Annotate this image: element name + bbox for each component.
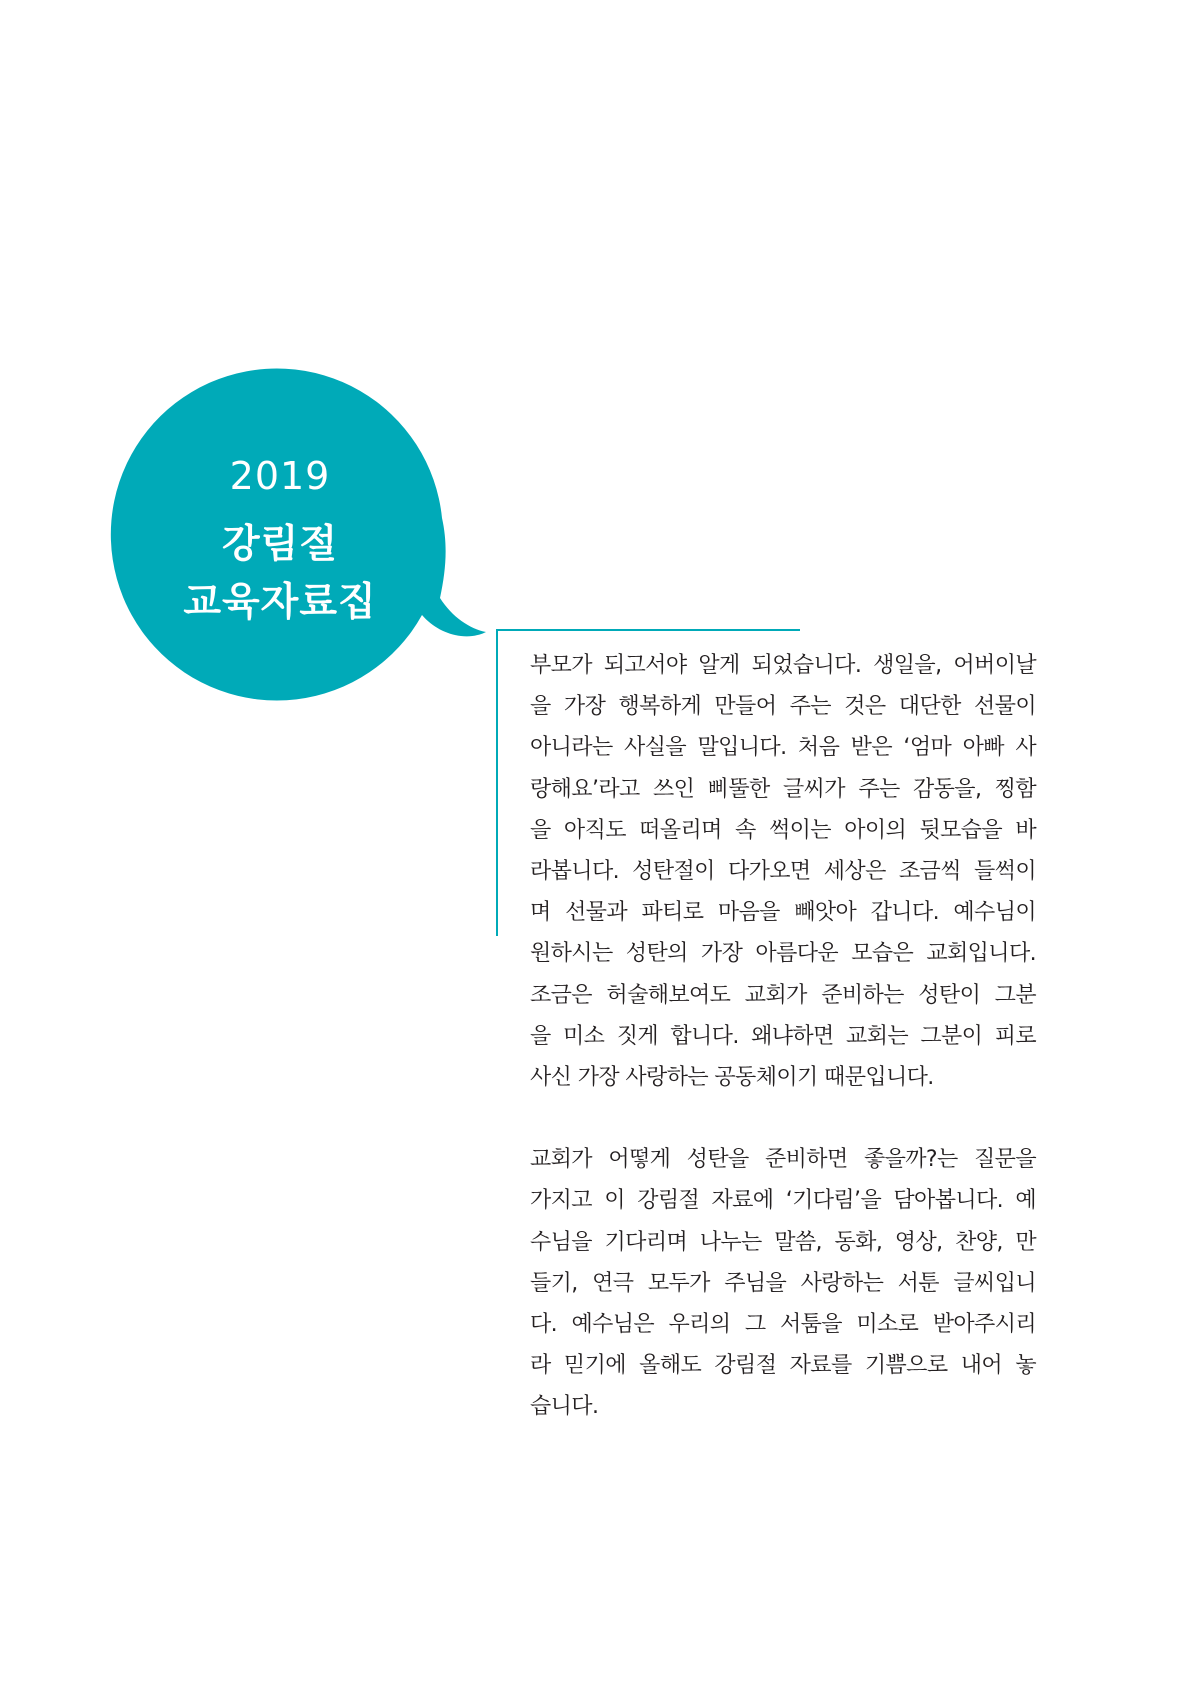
cover-title-line-2: 교육자료집 — [183, 580, 377, 625]
paragraph-2-line: 가지고 이 강림절 자료에 ‘기다림’을 담아봅니다. 예 — [530, 1188, 1036, 1214]
paragraph-1-line: 을 아직도 떠올리며 속 썩이는 아이의 뒷모습을 바 — [530, 817, 1036, 843]
paragraph-2-line: 교회가 어떻게 성탄을 준비하면 좋을까?는 질문을 — [530, 1147, 1036, 1173]
paragraph-1-line: 아니라는 사실을 말입니다. 처음 받은 ‘엄마 아빠 사 — [530, 735, 1036, 761]
paragraph-1-line: 라봅니다. 성탄절이 다가오면 세상은 조금씩 들썩이 — [530, 859, 1036, 885]
paragraph-2-line: 습니다. — [530, 1394, 599, 1420]
paragraph-2 — [530, 1139, 1036, 1427]
paragraph-1-line: 며 선물과 파티로 마음을 빼앗아 갑니다. 예수님이 — [530, 900, 1036, 926]
paragraph-1-line: 원하시는 성탄의 가장 아름다운 모습은 교회입니다. — [530, 941, 1036, 967]
cover-title-line-1: 강림절 — [221, 522, 339, 567]
paragraph-1-line: 사신 가장 사랑하는 공동체이기 때문입니다. — [530, 1065, 934, 1091]
paragraph-2-line: 수님을 기다리며 나누는 말씀, 동화, 영상, 찬양, 만 — [530, 1229, 1036, 1255]
paragraph-2-line: 들기, 연극 모두가 주님을 사랑하는 서툰 글씨입니 — [530, 1270, 1036, 1296]
paragraph-1-line: 을 미소 짓게 합니다. 왜냐하면 교회는 그분이 피로 — [530, 1023, 1036, 1049]
paragraph-1-line: 조금은 허술해보여도 교회가 준비하는 성탄이 그분 — [530, 982, 1036, 1008]
cover-year: 2019 — [229, 454, 331, 498]
paragraph-1-line: 부모가 되고서야 알게 되었습니다. 생일을, 어버이날 — [530, 653, 1036, 678]
paragraph-2-line: 라 믿기에 올해도 강림절 자료를 기쁨으로 내어 놓 — [530, 1353, 1036, 1379]
paragraph-1-line: 랑해요’라고 쓰인 삐뚤한 글씨가 주는 감동을, 찡함 — [530, 776, 1036, 802]
paragraph-spacer — [530, 1098, 1036, 1139]
cover-title-block — [115, 450, 445, 632]
body-text — [530, 645, 1036, 1428]
paragraph-2-line: 다. 예수님은 우리의 그 서툼을 미소로 받아주시리 — [530, 1312, 1036, 1338]
paragraph-1-line: 을 가장 행복하게 만들어 주는 것은 대단한 선물이 — [530, 694, 1036, 720]
paragraph-1 — [530, 645, 1036, 1098]
